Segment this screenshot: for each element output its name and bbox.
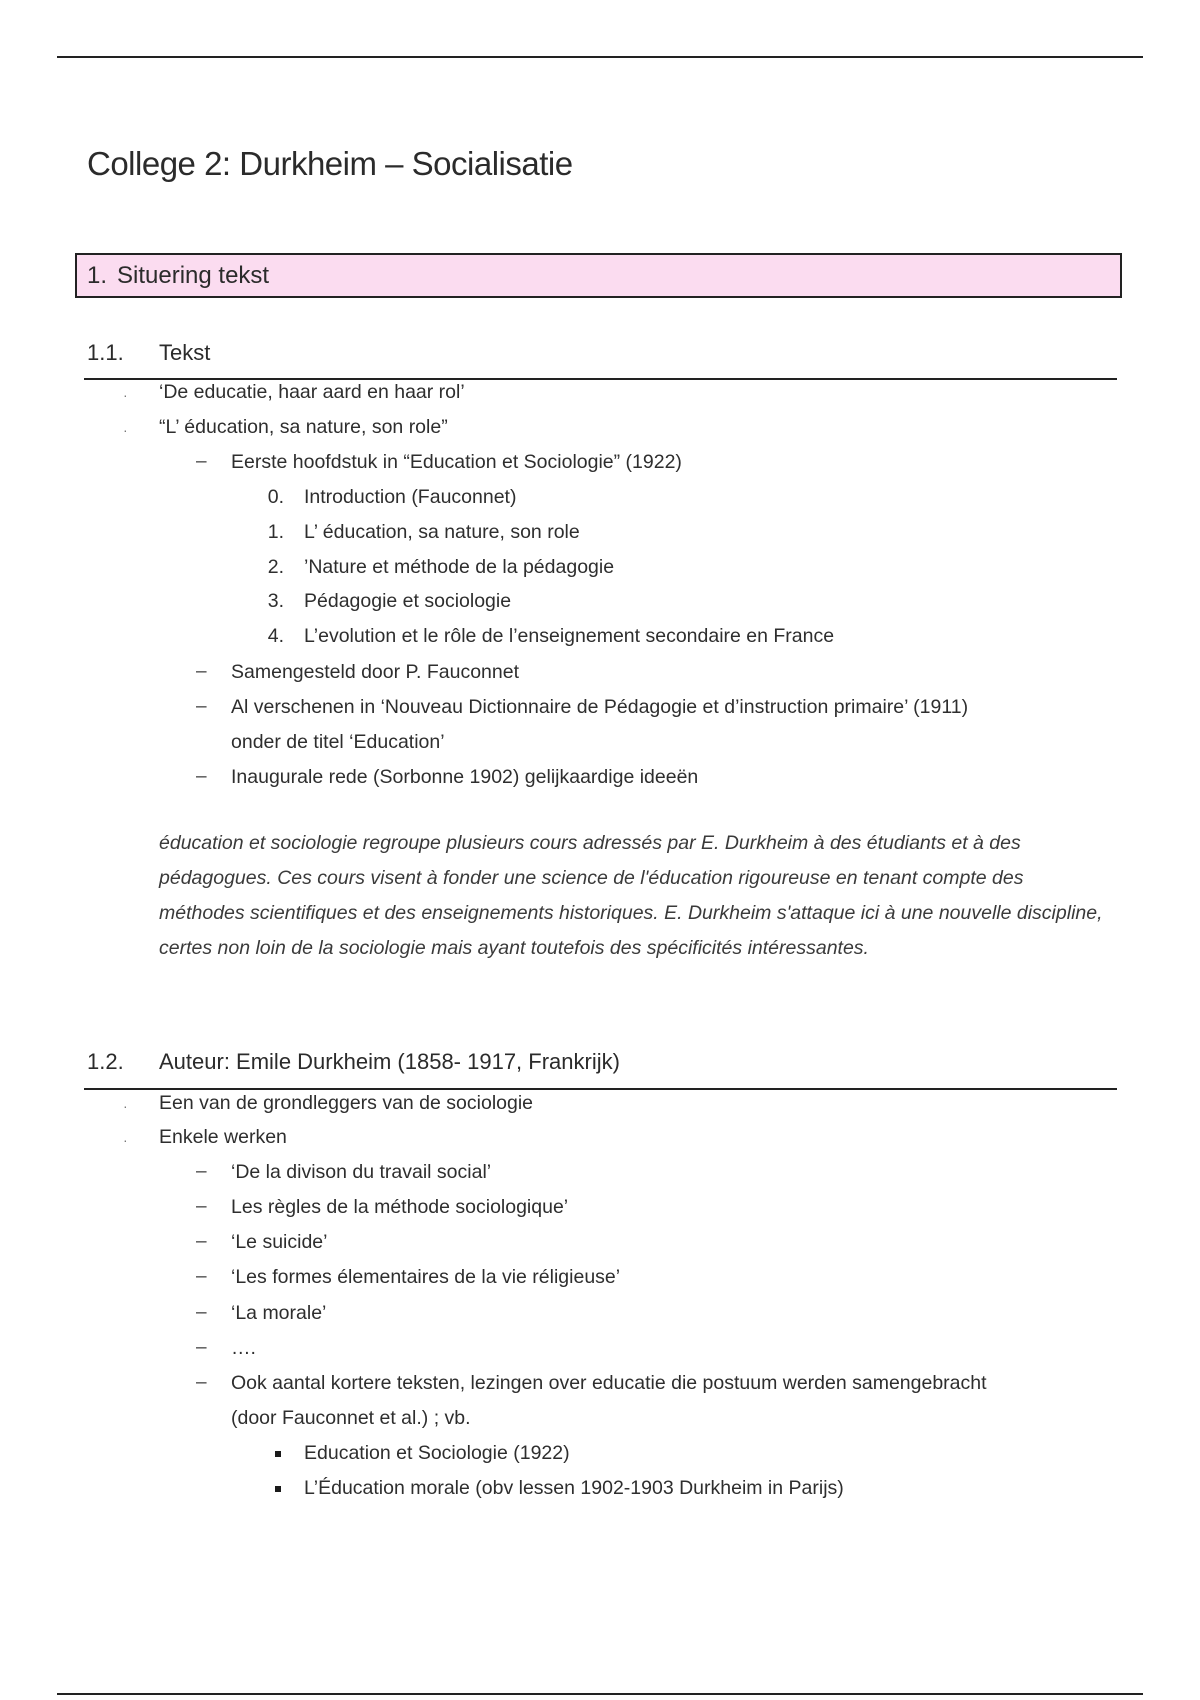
square-bullet-icon bbox=[275, 1486, 281, 1492]
bullet-dot: · bbox=[123, 1098, 128, 1114]
subsection-title: Tekst bbox=[159, 340, 211, 365]
ordered-number: 0. bbox=[267, 486, 284, 508]
section-title: Situering tekst bbox=[117, 262, 270, 289]
dash-marker: – bbox=[196, 696, 207, 717]
dash-marker: – bbox=[196, 1266, 207, 1287]
quoted-paragraph: éducation et sociologie regroupe plusieurs cours adressés par E. Durkheim à des étudiants et à des pédagogues. Ces cours visent à fonder une science de l'éducation rigoureuse en tenant compte des méthodes scientifiques et des enseignements historiques. E. Durkheim s'attaque ici à une nouvelle discipline, certes non loin de la sociologie mais ayant toutefois des spécificités intéressantes. bbox=[159, 832, 1103, 959]
ordered-number: 4. bbox=[267, 625, 284, 647]
list-item: …. bbox=[231, 1337, 256, 1359]
list-item: “L’ éducation, sa nature, son role” bbox=[159, 416, 448, 438]
list-item: ‘Le suicide’ bbox=[231, 1231, 328, 1253]
list-item: ’Nature et méthode de la pédagogie bbox=[304, 556, 615, 578]
subsection-number: 1.2. bbox=[87, 1049, 124, 1074]
list-item: ‘De la divison du travail social’ bbox=[231, 1161, 492, 1183]
list-item: ‘Les formes élementaires de la vie réligieuse’ bbox=[231, 1266, 621, 1288]
dash-marker: – bbox=[196, 1302, 207, 1323]
list-item: L’ éducation, sa nature, son role bbox=[304, 521, 580, 543]
list-item: Eerste hoofdstuk in “Education et Sociologie” (1922) bbox=[231, 451, 682, 473]
subsection-rule bbox=[84, 378, 1117, 380]
subsection-heading-tekst bbox=[87, 340, 210, 366]
square-bullet-icon bbox=[275, 1451, 281, 1457]
ordered-number: 3. bbox=[267, 590, 284, 612]
list-item: Al verschenen in ‘Nouveau Dictionnaire de Pédagogie et d’instruction primaire’ (1911) bbox=[231, 696, 969, 718]
subsection-heading-auteur bbox=[87, 1049, 620, 1075]
list-item: ‘La morale’ bbox=[231, 1302, 327, 1324]
bottom-rule bbox=[57, 1693, 1143, 1695]
page-title: College 2: Durkheim – Socialisatie bbox=[87, 145, 573, 182]
dash-marker: – bbox=[196, 1196, 207, 1217]
subsection-title: Auteur: Emile Durkheim (1858- 1917, Frankrijk) bbox=[159, 1049, 620, 1074]
dash-marker: – bbox=[196, 1161, 207, 1182]
list-item: Ook aantal kortere teksten, lezingen over educatie die postuum werden samengebracht bbox=[231, 1372, 987, 1394]
list-item: Les règles de la méthode sociologique’ bbox=[231, 1196, 569, 1218]
list-item: ‘De educatie, haar aard en haar rol’ bbox=[159, 381, 465, 403]
list-item: L’evolution et le rôle de l’enseignement secondaire en France bbox=[304, 625, 835, 647]
top-rule bbox=[57, 56, 1143, 58]
bullet-dot: · bbox=[123, 1132, 128, 1148]
list-item: Pédagogie et sociologie bbox=[304, 590, 512, 612]
list-item: Enkele werken bbox=[159, 1126, 287, 1148]
list-item: L’Éducation morale (obv lessen 1902-1903 Durkheim in Parijs) bbox=[304, 1477, 844, 1499]
list-item: Education et Sociologie (1922) bbox=[304, 1442, 570, 1464]
list-item: Inaugurale rede (Sorbonne 1902) gelijkaardige ideeën bbox=[231, 766, 699, 788]
section-number: 1. bbox=[87, 262, 108, 289]
dash-marker: – bbox=[196, 1337, 207, 1358]
ordered-number: 1. bbox=[267, 521, 284, 543]
list-item: Introduction (Fauconnet) bbox=[304, 486, 517, 508]
bullet-dot: · bbox=[123, 422, 128, 438]
dash-marker: – bbox=[196, 766, 207, 787]
bullet-dot: · bbox=[123, 387, 128, 403]
list-item-continuation: (door Fauconnet et al.) ; vb. bbox=[231, 1407, 471, 1429]
subsection-number: 1.1. bbox=[87, 340, 124, 365]
list-item: Een van de grondleggers van de sociologie bbox=[159, 1092, 534, 1114]
dash-marker: – bbox=[196, 1231, 207, 1252]
dash-marker: – bbox=[196, 661, 207, 682]
section-heading bbox=[75, 253, 1122, 298]
subsection-rule bbox=[84, 1088, 1117, 1090]
list-item: Samengesteld door P. Fauconnet bbox=[231, 661, 520, 683]
list-item-continuation: onder de titel ‘Education’ bbox=[231, 731, 445, 753]
dash-marker: – bbox=[196, 451, 207, 472]
dash-marker: – bbox=[196, 1372, 207, 1393]
ordered-number: 2. bbox=[267, 556, 284, 578]
